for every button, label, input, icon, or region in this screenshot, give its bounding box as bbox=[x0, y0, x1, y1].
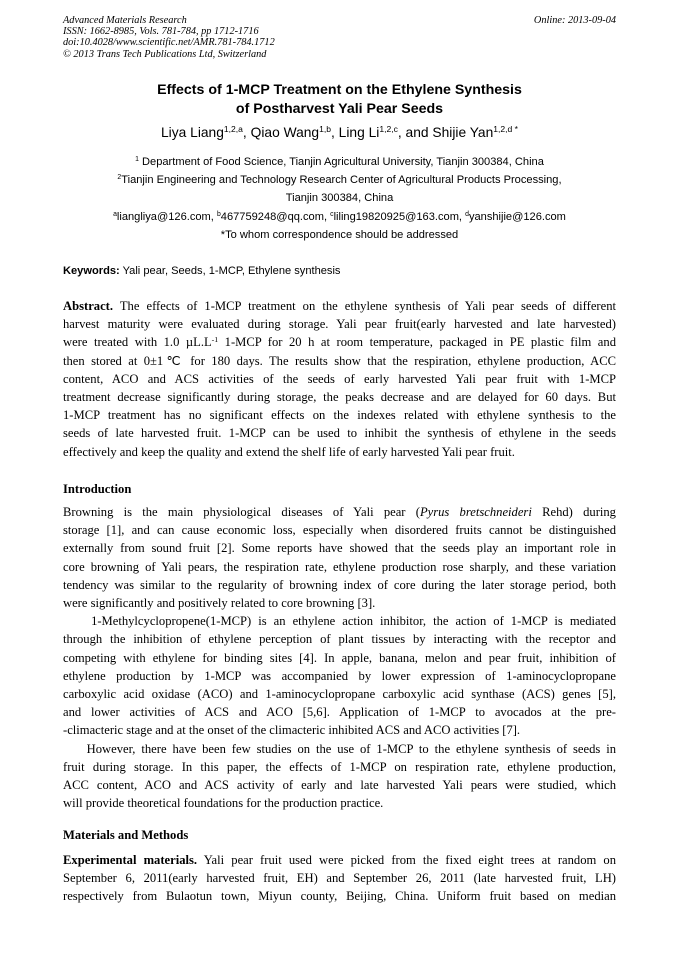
author-separator: , and bbox=[397, 125, 433, 140]
abstract-line: content, ACO and ACS activities of the seeds of early harvested Yali pear fruit with 1-MCP bbox=[63, 371, 616, 386]
author-name: Qiao Wang bbox=[250, 125, 320, 140]
email-link[interactable]: yanshijie@126.com bbox=[468, 210, 566, 223]
paragraph-line: -climacteric stage and at the onset of the climacteric inhibited ACS and ACO activities [7]. bbox=[63, 723, 521, 738]
paragraph-line: externally from sound fruit [2]. Some reports have showed that the seeds play an important role in bbox=[63, 541, 616, 556]
author-name: Liya Liang bbox=[161, 125, 224, 140]
abstract-line: seeds of late harvested fruit. 1-MCP can be used to inhibit the synthesis of ethylene in the seeds bbox=[63, 426, 616, 441]
abstract-line: were treated with 1.0 $\mu L.L^{-1}$ 1-MCP for 20 h at room temperature, packaged in PE plastic film and bbox=[63, 335, 616, 350]
affiliation-2-cont: Tianjin 300384, China bbox=[285, 192, 394, 205]
affiliation-1: $^1$ Department of Food Science, Tianjin Agricultural University, Tianjin 300384, China bbox=[135, 156, 544, 168]
affiliation-2: $^2$Tianjin Engineering and Technology Research Center of Agricultural Products Processing, bbox=[117, 174, 562, 187]
author-affil-mark: 1,b bbox=[319, 124, 331, 135]
author-separator: , bbox=[242, 125, 251, 140]
journal-header bbox=[63, 15, 616, 60]
title-line-1: Effects of 1-MCP Treatment on the Ethylene Synthesis bbox=[157, 82, 522, 98]
subsection-label: Experimental materials. bbox=[63, 853, 198, 867]
section-heading-methods: Materials and Methods bbox=[63, 828, 189, 842]
paragraph-line: storage [1], and can cause economic loss, especially when disordered fruits cannot be distinguished bbox=[63, 523, 616, 538]
title-line-2: of Postharvest Yali Pear Seeds bbox=[235, 101, 444, 117]
issn-line: ISSN: 1662-8985, Vols. 781-784, pp 1712-1716 bbox=[63, 26, 259, 38]
abstract-line: 1-MCP treatment has no significant effects on the indexes related with ethylene synthesis to the bbox=[63, 408, 616, 423]
paragraph-line: ethylene production by 1-MCP was accompanied by lower expression of 1-aminocyclopropane bbox=[63, 668, 616, 683]
paragraph-line: Experimental materials. Yali pear fruit used were picked from the fixed eight trees at random on bbox=[63, 853, 616, 867]
abstract-line: harvest maturity were evaluated during storage. Yali pear fruit(early harvested and late harvested) bbox=[63, 317, 616, 332]
author-list bbox=[63, 124, 616, 142]
keywords bbox=[63, 262, 616, 280]
abstract bbox=[63, 297, 616, 461]
paragraph-line: tendency was similar to the regularity of browning index of core during the later storage period, both bbox=[63, 577, 616, 592]
keywords-label: Keywords: bbox=[63, 265, 120, 277]
paragraph-line: September 6, 2011(early harvested fruit, EH) and September 26, 2011 (late harvested fruit, LH) bbox=[63, 871, 616, 886]
paragraph-line: and lower activities of ACS and ACO [5,6]. Application of 1-MCP to avocados at the pre- bbox=[63, 705, 616, 720]
section-heading-introduction: Introduction bbox=[63, 482, 132, 496]
doi-line: doi:10.4028/www.scientific.net/AMR.781-784.1712 bbox=[63, 37, 275, 49]
paragraph-line: core browning of Yali pears, the respiration rate, ethylene production rose sharply, and these variation bbox=[63, 559, 616, 574]
species-name: Pyrus bretschneideri bbox=[419, 505, 532, 519]
abstract-line: treatment decrease significantly during storage, the peaks decrease and are delayed for 60 days. But bbox=[63, 390, 616, 405]
author-affil-mark: 1,2,a bbox=[223, 124, 243, 135]
abstract-line: effectively and keep the quality and extend the shelf life of early harvested Yali pear fruit. bbox=[63, 444, 515, 459]
paragraph-line: 1-Methylcyclopropene(1-MCP) is an ethylene action inhibitor, the action of 1-MCP is mediated bbox=[63, 614, 616, 629]
correspondence-note: *To whom correspondence should be addressed bbox=[220, 228, 459, 241]
keywords-text: Yali pear, Seeds, 1-MCP, Ethylene synthesis bbox=[119, 265, 341, 277]
paragraph-line: competing with ethylene for binding sites [4]. In apple, banana, melon and pear fruit, inhibition of bbox=[63, 650, 616, 665]
author-affil-mark: 1,2,d * bbox=[493, 124, 518, 135]
email-link[interactable]: 467759248@qq.com, bbox=[220, 210, 331, 223]
paragraph-line: However, there have been few studies on the use of 1-MCP to the ethylene synthesis of seeds in bbox=[63, 741, 616, 756]
paragraph-line: Browning is the main physiological diseases of Yali pear (Pyrus bretschneideri Rehd) during bbox=[63, 505, 616, 519]
author-name: Ling Li bbox=[338, 125, 380, 140]
paragraph-line: were significantly and positively related to core browning [3]. bbox=[63, 596, 376, 611]
paragraph-line: will provide theoretical foundations for the production practice. bbox=[63, 796, 384, 811]
paragraph-line: respectively from Bulaotun town, Miyun county, Beijing, China. Uniform fruit based on median bbox=[63, 889, 616, 904]
paragraph-line: through the inhibition of ethylene perception of plant tissues by interacting with the receptor and bbox=[63, 632, 616, 647]
author-affil-mark: 1,2,c bbox=[379, 124, 398, 135]
email-link[interactable]: liling19820925@163.com, bbox=[333, 210, 466, 223]
abstract-label: Abstract. bbox=[63, 299, 114, 313]
author-name: Shijie Yan bbox=[432, 125, 494, 140]
methods-body bbox=[63, 851, 616, 906]
author-separator: , bbox=[331, 125, 339, 140]
email-link[interactable]: liangliya@126.com, bbox=[116, 210, 217, 223]
abstract-line: Abstract. The effects of 1-MCP treatment on the ethylene synthesis of Yali pear seeds of different bbox=[63, 299, 616, 313]
paper-title bbox=[63, 81, 616, 119]
abstract-line: then stored at 0±1℃ for 180 days. The results show that the respiration, ethylene production, ACC bbox=[63, 353, 616, 368]
online-date: Online: 2013-09-04 bbox=[533, 15, 616, 26]
affiliations bbox=[63, 153, 616, 244]
copyright-line: © 2013 Trans Tech Publications Ltd, Switzerland bbox=[63, 48, 267, 60]
paragraph-line: carboxylic acid oxidase (ACO) and 1-aminocyclopropane carboxylic acid synthase (ACS) genes [5], bbox=[63, 687, 616, 702]
paragraph-line: fruit during storage. In this paper, the effects of 1-MCP on respiration rate, ethylene production, bbox=[63, 759, 616, 774]
email-list: $^a$liangliya@126.com, $^b$467759248@qq.com, $^c$liling19820925@163.com, $^d$yanshijie@126.com bbox=[113, 210, 566, 223]
introduction-body bbox=[63, 503, 616, 812]
paragraph-line: ACC content, ACO and ACS activity of early and late harvested Yali pears were studied, which bbox=[63, 778, 616, 793]
journal-name: Advanced Materials Research bbox=[63, 15, 187, 26]
